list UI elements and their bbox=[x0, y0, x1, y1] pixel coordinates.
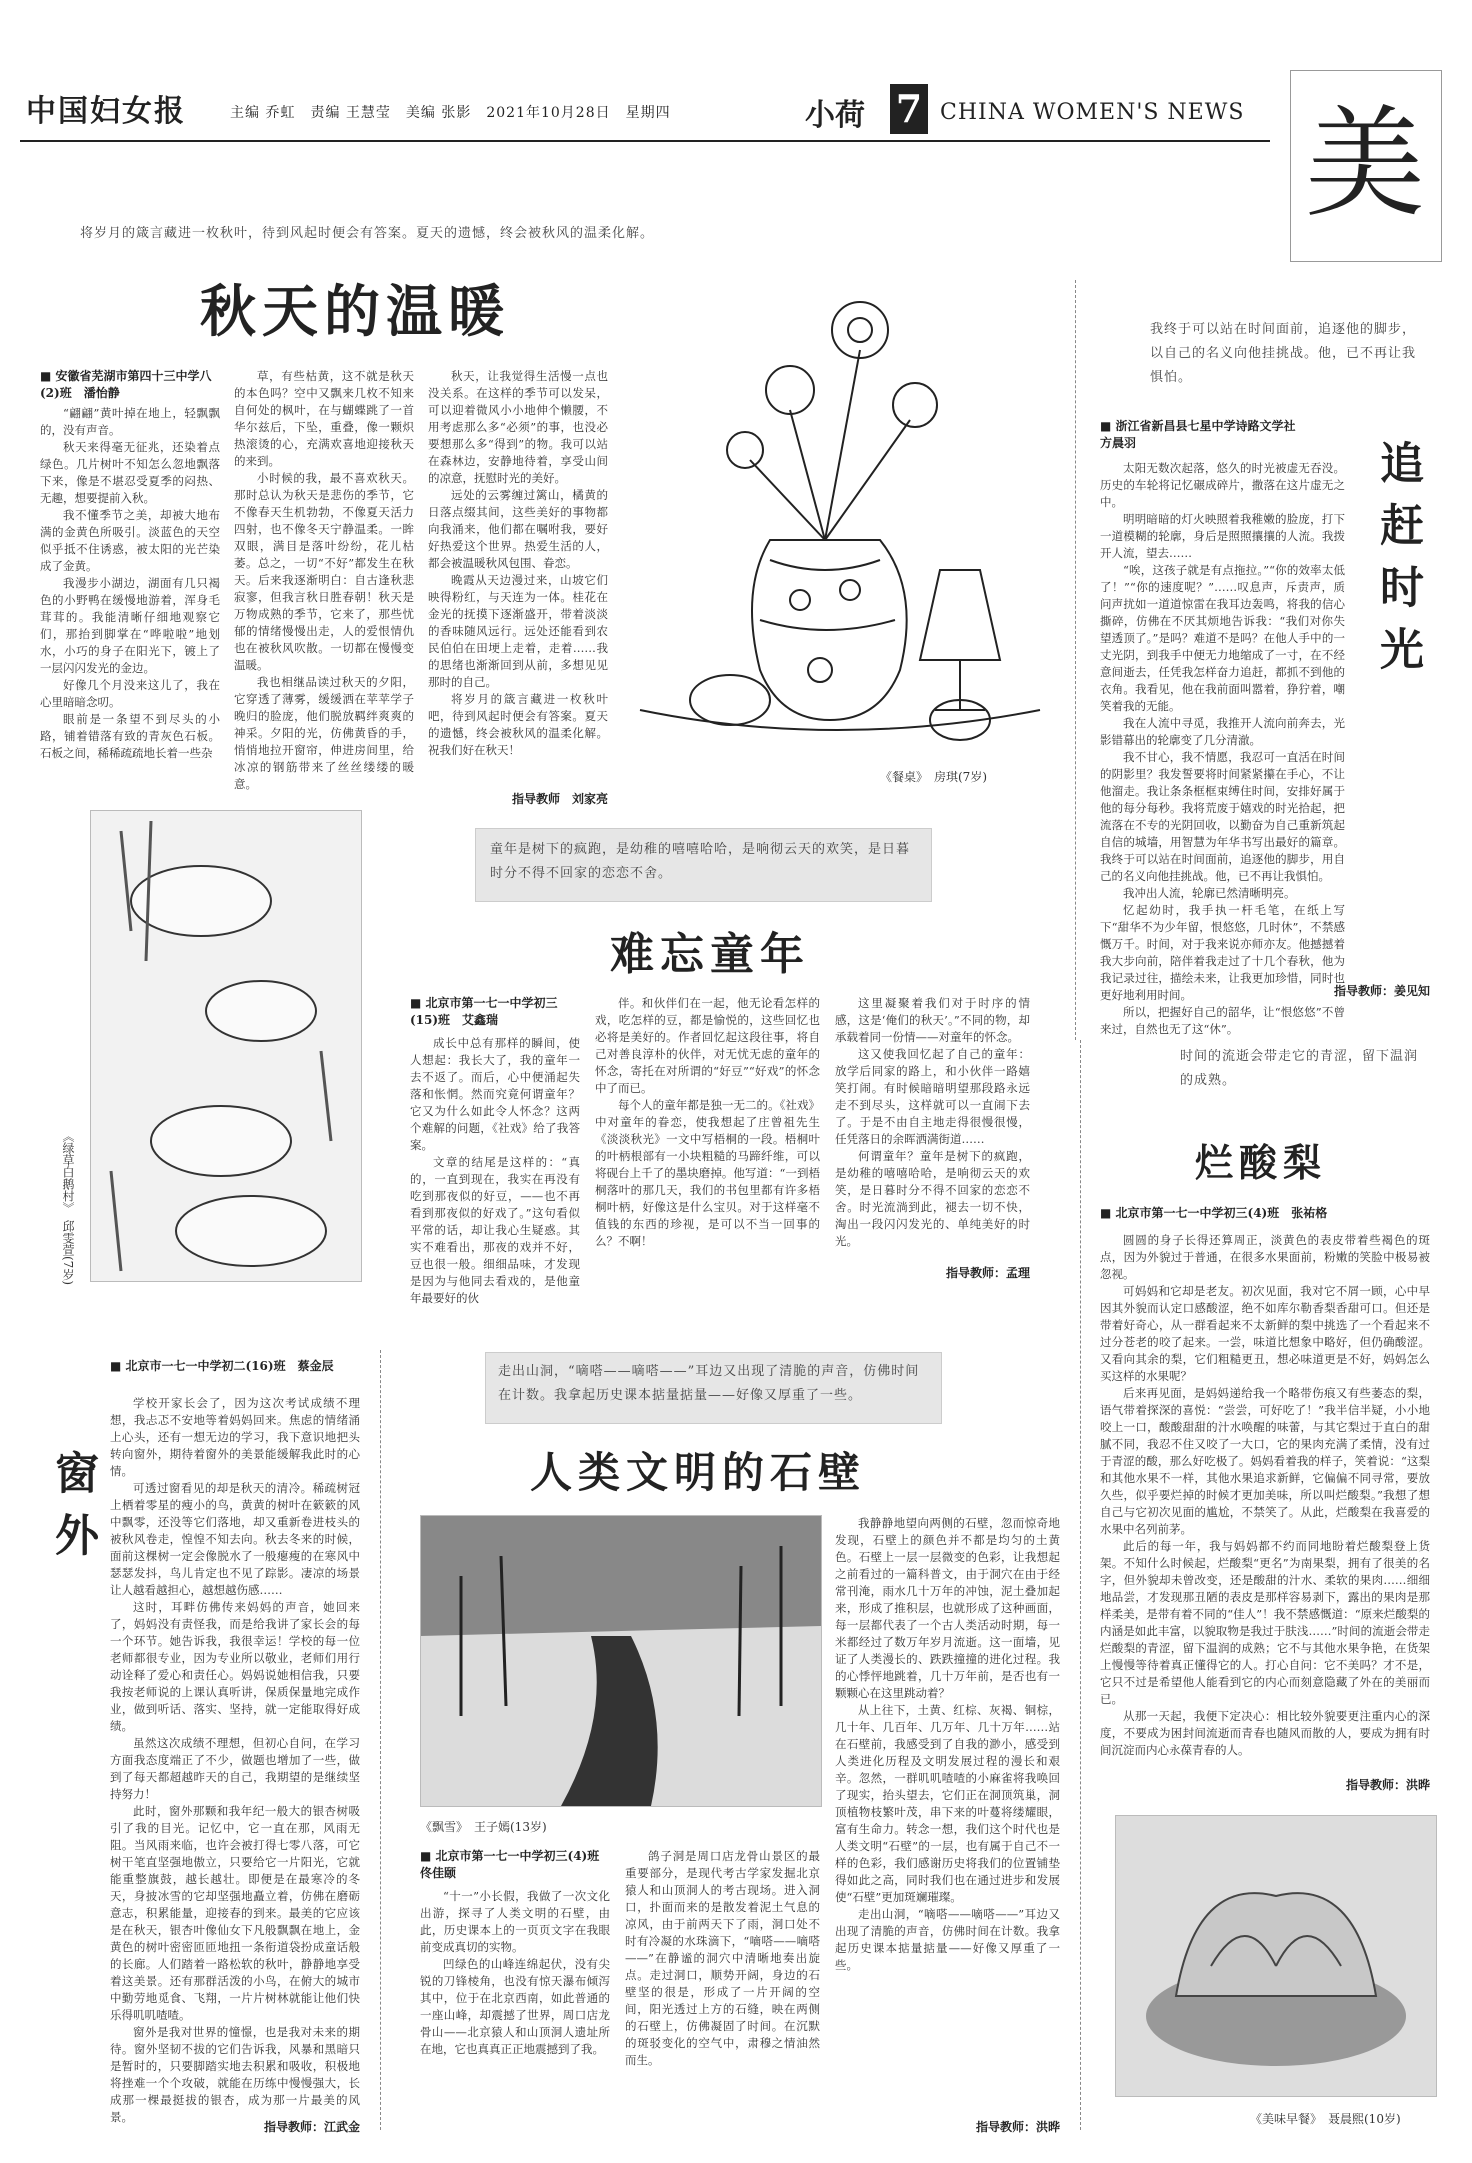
masthead-rule bbox=[20, 140, 1270, 142]
civilization-byline: ■ 北京市第一七一中学初三(4)班 佟佳颐 bbox=[420, 1848, 610, 1882]
childhood-lead: 童年是树下的疯跑，是幼稚的嘻嘻哈哈，是响彻云天的欢笑，是日暮时分不得不回家的恋恋不舍。 bbox=[490, 842, 911, 881]
autumn-byline: ■ 安徽省芜湖市第四十三中学八(2)班 潘怡静 bbox=[40, 368, 220, 402]
breakfast-caption: 《美味早餐》 聂晨熙(10岁) bbox=[1250, 2112, 1401, 2126]
autumn-column-2: 草，有些枯黄，这不就是秋天的本色吗？空中又飘来几枚不知来自何处的枫叶，在与蝴蝶跳了一首华尔兹后，下坠，重叠，像一颗炽热滚烫的心，充满欢喜地迎接秋天的来到。 小时候的我，最不喜欢秋天。那时总认为秋天是悲伤的季节，它不像春天生机勃勃，不像夏天活力四射，也不像冬天宁静温柔。一眸双眼，满目是落叶纷纷，花儿枯萎。总之，一切“不好”都发生在秋天。后来我逐渐明白：自古逢秋悲寂寥，但我言秋日胜春朝！秋天是万物成熟的季节，它来了，那些忧郁的情绪慢慢出走，人的爱恨情仇也在被秋风吹散。一切都在慢慢变温暖。 我也相继品读过秋天的夕阳，它穿透了薄雾，缓缓洒在苹苹学子晚归的脸庞，他们脱放羁绊爽爽的神采。夕阳的光，仿佛黄昏的手，悄悄地拉开窗帘，伸进房间里，给冰凉的钢筋带来了丝丝缕缕的暖意。 bbox=[234, 369, 414, 791]
window-byline: ■ 北京市一七一中学初二(16)班 蔡金辰 bbox=[110, 1358, 360, 1375]
window-title: 窗外 bbox=[47, 1450, 98, 1574]
paper-name: 中国妇女报 bbox=[26, 94, 186, 129]
childhood-title: 难忘童年 bbox=[610, 929, 810, 980]
chase-byline: ■ 浙江省新昌县七星中学诗路文学社 方晨羽 bbox=[1100, 418, 1310, 452]
pear-column: 圆圆的身子长得还算周正，淡黄色的表皮带着些褐色的斑点，因为外貌过于普通，在很多水果面前，粉嫩的笑脸中极易被忽视。 可妈妈和它却是老友。初次见面，我对它不屑一顾，心中早因其外貌而认定口感酸涩，绝不如库尔勒香梨香甜可口。但还是带着好奇心，从一群看起来不太新鲜的梨中挑选了一个看起来不过分苍老的咬了起来。一尝，味道比想象中略好，但仍确酸涩。又看向其余的梨，它们粗糙更丑，想必味道更是不好，妈妈怎么买这样的水果呢？ 后来再见面，是妈妈递给我一个略带伤痕又有些萎态的梨，语气带着探深的喜悦：“尝尝，可好吃了！”我半信半疑，小小地咬上一口，酸酸甜甜的汁水唤醒的味蕾，与其它梨过于直白的甜腻不同，我忍不住又咬了一大口，它的果肉充满了柔情，没有过于青涩的酸，那么好吃极了。妈妈看着我的样子，笑着说：“这梨和其他水果不一样，其他水果追求新鲜，它偏偏不同寻常，要放久些，似乎要烂掉的时候才更加美味，所以叫烂酸梨。”我想了想自己与它初次见面的尴尬，不禁笑了。从此，烂酸梨在我喜爱的水果中名列前茅。 此后的每一年，我与妈妈都不约而同地盼着烂酸梨登上货架。不知什么时候起，烂酸梨“更名”为南果梨，拥有了很美的名字，但外貌却未曾改变，还是酸甜的汁水、柔软的果肉……细细地品尝，才发现那丑陋的表皮是那样容易剥下，露出的果肉是那样柔美，是带有着不同的“佳人”！我不禁感慨道：“原来烂酸梨的内涵是如此丰富，以貌取物是我过于肤浅……”时间的流逝会带走烂酸梨的青涩，留下温润的成熟；它不与其他水果争艳，在货架上慢慢等待着真正懂得它的人。打心自问：它不美吗？才不是，它只不过是希望他人能看到它的内心而刻意隐藏了外在的美丽而已。 从那一天起，我便下定决心：相比较外貌要更注重内心的深度，不要成为困封间流逝而青春也随风而散的人，要成为拥有时间沉淀而内心永葆青春的人。 bbox=[1100, 1233, 1430, 1757]
editor-info: 主编 乔虹 责编 王慧莹 美编 张影 2021年10月28日 星期四 bbox=[230, 105, 671, 121]
masthead bbox=[20, 80, 1460, 142]
childhood-column-3: 这里凝聚着我们对于时序的情感，这是‘俺们的秋天’。”不同的物，却承载着同一份情——对童年的怀念。 这又使我回忆起了自己的童年：放学后同家的路上，和小伙伴一路嬉笑打闹。有时候暗暗明望那段路永远走不到尽头，这样就可以一直闹下去了。于是不由自主地走得很慢很慢，任凭落日的余晖洒满街道…… 何谓童年？童年是树下的疯跑，是幼稚的嘻嘻哈哈，是响彻云天的欢笑，是日暮时分不得不回家的恋恋不舍。时光流淌到此，褪去一切不快，淘出一段闪闪发光的、单纯美好的时光。 bbox=[835, 996, 1030, 1248]
autumn-lead: 将岁月的箴言藏进一枚秋叶，待到风起时便会有答案。夏天的遗憾，终会被秋风的温柔化解。 bbox=[80, 226, 655, 241]
english-paper-name: CHINA WOMEN'S NEWS bbox=[940, 100, 1245, 125]
goose-caption: 《绿草白鹅村》 邱雯萱(7岁) bbox=[61, 1130, 75, 1285]
column-divider-2 bbox=[380, 1350, 381, 2130]
childhood-column-1: 成长中总有那样的瞬间，使人想起：我长大了，我的童年一去不返了。而后，心中便涌起失落和怅惘。然而究竟何谓童年？它又为什么如此令人怀念？这两个难解的问题，《社戏》给了我答案。 文章的结尾是这样的：“真的，一直到现在，我实在再没有吃到那夜似的好豆，——也不再看到那夜似的好戏了。”这句看似平常的话，却让我心生疑惑。其实不难看出，那夜的戏并不好，豆也很一般。细细品味，才发现是因为与他同去看戏的，是他童年最要好的伙 bbox=[410, 1036, 580, 1305]
pear-teacher: 指导教师：洪晔 bbox=[1345, 1778, 1430, 1792]
chase-column: 太阳无数次起落，悠久的时光被虚无吞没。历史的车轮将记忆碾成碎片，撒落在这片虚无之中。 明明暗暗的灯火映照着我稚嫩的脸庞，打下一道模糊的轮廓，身后是照照攘攘的人流。我拨开人流，望去…… “唉，这孩子就是有点拖拉。”“你的效率太低了！”“你的速度呢？”……叹息声，斥责声，质问声扰如一道道惊雷在我耳边轰鸣，将我的信心撕碎，仿佛在不厌其烦地告诉我：“我们对你失望透顶了。”是吗？难道不是吗？在他人手中的一丈光阴，到我手中便无力地缩成了一寸，在不经意间逝去，任凭我怎样奋力追赶，都抓不到他的衣角。我看见，他在我前面叫嚣着，狰狞着，嘲笑着我的无能。 我在人流中寻觅，我推开人流向前奔去，光影错幕出的轮廓变了几分清澈。 我不甘心，我不情愿，我忍可一直活在时间的阴影里？我发誓要将时间紧紧攥在手心，不让他溜走。我让条条框框束缚住时间，安排好属于他的每分每秒。我将荒废于嬉戏的时光拾起，把流落在不专的光阴回收，以勤奋为自己重新筑起自信的城墙，用智慧为年华书写出最好的篇章。我终于可以站在时间面前，追逐他的脚步，用自己的名义向他挂挑战。他，已不再让我惧怕。 我冲出人流，轮廓已然清晰明亮。 忆起幼时，我手执一杆毛笔，在纸上写下“甜华不为少年留，恨悠悠，几时休”，不禁感慨万千。时间，对于我来说亦师亦友。他撼撼着我大步向前，陪伴着我走过了十几个春秋，他为我记录过往，描绘未来，让我更加珍惜，同时也更好地利用时间。 所以，把握好自己的韶华，让“恨悠悠”不曾来过，自然也无了这“休”。 bbox=[1100, 461, 1345, 1036]
civilization-column-1: “十一”小长假，我做了一次文化出游，探寻了人类文明的石壁，由此，历史课本上的一页页文字在我眼前变成真切的实物。 凹绿色的山峰连绵起伏，没有尖锐的刀锋棱角，也没有惊天瀑布倾泻其中，位于在北京西南，如此普通的一座山峰，却震撼了世界，周口店龙骨山——北京猿人和山顶洞人遗址所在地，它也真真正正地震撼到了我。 bbox=[420, 1889, 610, 2056]
snow-painting bbox=[420, 1515, 822, 1807]
pear-lead: 时间的流逝会带走它的青涩，留下温润的成熟。 bbox=[1180, 1049, 1419, 1088]
autumn-title: 秋天的温暖 bbox=[200, 279, 510, 345]
civilization-teacher: 指导教师：洪晔 bbox=[975, 2120, 1060, 2134]
autumn-teacher: 指导教师 刘家亮 bbox=[511, 792, 608, 806]
corner-character: 美 bbox=[1305, 95, 1425, 234]
chase-teacher: 指导教师：姜见知 bbox=[1333, 984, 1430, 998]
page-section-name: 小荷 bbox=[805, 98, 865, 133]
childhood-byline: ■ 北京市第一七一中学初三(15)班 艾鑫瑞 bbox=[410, 995, 580, 1029]
chase-title: 追赶时光 bbox=[1372, 440, 1423, 688]
column-divider-3 bbox=[1080, 1040, 1081, 2130]
childhood-teacher: 指导教师：孟理 bbox=[945, 1266, 1030, 1280]
pear-title: 烂酸梨 bbox=[1195, 1140, 1328, 1185]
childhood-column-2: 伴。和伙伴们在一起，他无论看怎样的戏，吃怎样的豆，都是愉悦的，这些回忆也必将是美好的。作者回忆起这段往事，将自己对善良淳朴的伙伴，对无忧无虑的童年的怀念，寄托在对所谓的“好豆”“好戏”的怀念中了而已。 每个人的童年都是独一无二的。《社戏》中对童年的眷恋，使我想起了庄曾祖先生《淡淡秋光》一文中写梧桐的一段。梧桐叶的叶柄根部有一小块粗糙的马蹄纤维，可以将砚台上千了的墨块磨掉。他写道：“一到梧桐落叶的那几天，我们的书包里都有许多梧桐叶柄，好像这是什么宝贝。对于这样毫不值钱的东西的珍视，是可以不当一回事的么？不啊！ bbox=[595, 996, 820, 1248]
dining-table-caption: 《餐桌》 房琪(7岁) bbox=[880, 770, 987, 784]
civilization-column-3: 我静静地望向两侧的石壁，忽而惊奇地发现，石壁上的颜色并不都是均匀的土黄色。石壁上一层一层微变的色彩，让我想起之前看过的一篇科普文，由于洞穴在由于经常刊淹，雨水几十万年的冲蚀，泥土叠加起来，形成了推积层，也就形成了这种画面，每一层都代表了一个古人类活动时期，每一米都经过了数万年岁月流逝。这一面墙，见证了人类漫长的、跌跌撞撞的进化过程。我的心悸怦地跳着，几十万年前，是否也有一颗颗心在这里跳动着？ 从上往下，土黄、红棕、灰褐、铜棕，几十年、几百年、几万年、几十万年……站在石壁前，我感受到了自我的渺小，感受到人类进化历程及文明发展过程的漫长和艰辛。忽然，一群叽叽喳喳的小麻雀将我唤回了现实，抬头望去，它们正在洞顶筑巢，洞顶植物枝繁叶茂，串下来的叶蔓将缕耀眼，富有生命力。转念一想，我们这个时代也是人类文明“石壁”的一层，也有属于自己不一样的色彩，我们感谢历史将我们的位置铺垫得如此之高，同时我们也在通过进步和发展使“石壁”更加斑斓璀璨。 走出山洞，“嘀嗒——嘀嗒——”耳边又出现了清脆的声音，仿佛时间在计数。我拿起历史课本掂量掂量——好像又厚重了一些。 bbox=[835, 1516, 1060, 1972]
column-divider bbox=[1075, 280, 1076, 1040]
pear-byline: ■ 北京市第一七一中学初三(4)班 张祐格 bbox=[1100, 1205, 1430, 1222]
breakfast-drawing bbox=[1115, 1815, 1437, 2097]
window-column: 学校开家长会了，因为这次考试成绩不理想，我忐忑不安地等着妈妈回来。焦虑的情绪涌上心头，还有一想无边的学习，我下意识地把头转向窗外，期待着窗外的美景能缓解我此时的心情。 可透过窗看见的却是秋天的清冷。稀疏树冠上栖着零星的瘦小的鸟，黄黄的树叶在簌簌的风中飘零，还没等它们落地，却又重新卷进枝头的被秋风卷走，惶惶不知去向。秋去冬来的时候，面前这棵树一定会像脱水了一般瘪瘦的在寒风中瑟瑟发抖，鸟儿肯定也不见了踪影。凄凉的场景让人越看越担心，越想越伤感…… 这时，耳畔仿佛传来妈妈的声音，她回来了，妈妈没有责怪我，而是给我讲了家长会的每一个环节。她告诉我，我很幸运！学校的每一位老师都很专业，因为专业所以敬业，老师们用行动诠释了爱心和责任心。妈妈说她相信我，只要我按老师说的上课认真听讲，保质保量地完成作业，做到听话、落实、坚持，就一定能取得好成绩。 虽然这次成绩不理想，但初心自问，在学习方面我态度端正了不少，做题也增加了一些，做到了每天都超越昨天的自己，我期望的是继续坚持努力！ 此时，窗外那颗和我年纪一般大的银杏树吸引了我的目光。记忆中，它一直在那，风雨无阻。当风雨来临，也许会被打得七零八落，可它树干笔直坚强地傲立，只要给它一片阳光，它就能重整旗鼓，越长越壮。即便是在最寒冷的冬天，身披冰雪的它却坚强地矗立着，仿佛在磨砺意志，积累能量，迎接春的到来。最美的它应该是在秋天，银杏叶像仙女下凡般飘飘在地上，金黄色的树叶密密匝匝地扭一条衔道袋扮成童话般的长廊。人们踏着一路松软的秋叶，静静地享受着这美景。还有那群活泼的小鸟，在俯大的城市中勤劳地觅食、飞翔，一片片树林就能让他们快乐得叽叽喳喳。 窗外是我对世界的憧憬，也是我对未来的期待。窗外坚韧不拔的它们告诉我，风暴和黑暗只是暂时的，只要脚踏实地去积累和吸收，积极地将挫难一个个攻破，就能在历练中慢慢强大，长成那一棵最挺拔的银杏，成为那一片最美的风景。 bbox=[110, 1396, 360, 2124]
autumn-column-3: 秋天，让我觉得生活慢一点也没关系。在这样的季节可以发呆，可以迎着微风小小地伸个懒腰，不用考虑那么多“必须”的事，也没必要想那么多“得到”的物。我可以站在森林边，安静地待着，享受山间的凉意，抚慰时光的美好。 远处的云雾缠过篱山，橘黄的日落点缀其间，这些美好的事物都向我涌来，他们都在嘱咐我，要好好热爱这个世界。热爱生活的人，都会被温暖秋风包围、眷恋。 晚霞从天边漫过来，山坡它们映得粉红，与天连为一体。桂花在金光的抚摸下逐渐盛开，带着淡淡的香味随风远行。远处还能看到农民伯伯在田埂上走着，走着……我的思绪也渐渐回到从前，多想见见那时的自己。 将岁月的箴言藏进一枚秋叶吧，待到风起时便会有答案。夏天的遗憾，终会被秋风的温柔化解。祝我们好在秋天！ bbox=[428, 369, 608, 757]
autumn-column-1: “翩翩”黄叶掉在地上，轻飘飘的，没有声音。 秋天来得毫无征兆，还染着点绿色。几片树叶不知怎么忽地飘落下来，像是不堪忍受夏季的闷热、无趣，想要提前入秋。 我不懂季节之美，却被大地布满的金黄色所吸引。淡蓝色的天空似乎抵不住诱惑，被太阳的光芒染成了金黄。 我漫步小湖边，湖面有几只褐色的小野鸭在缓慢地游着，浑身毛茸茸的。我能清晰仔细地观察它们，那抬到脚掌在“哗啦啦”地划水，小巧的身子在阳光下，镀上了一层闪闪发光的金边。 好像几个月没来这儿了，我在心里暗暗念叨。 眼前是一条望不到尽头的小路，铺着错落有致的青灰色石板。石板之间，稀稀疏疏地长着一些杂 bbox=[40, 406, 220, 760]
chase-lead: 我终于可以站在时间面前，追逐他的脚步，以自己的名义向他挂挑战。他，已不再让我惧怕。 bbox=[1150, 322, 1417, 385]
snow-caption: 《飘雪》 王子嫣(13岁) bbox=[420, 1820, 547, 1834]
page-number: 7 bbox=[890, 84, 928, 134]
goose-painting bbox=[90, 810, 362, 1282]
dining-table-drawing bbox=[620, 290, 1050, 760]
civilization-lead: 走出山洞，“嘀嗒——嘀嗒——”耳边又出现了清脆的声音，仿佛时间在计数。我拿起历史课本掂量掂量——好像又厚重了一些。 bbox=[498, 1364, 920, 1403]
civilization-title: 人类文明的石壁 bbox=[530, 1448, 867, 1497]
window-teacher: 指导教师：江武金 bbox=[263, 2120, 360, 2134]
civilization-column-2: 鸽子洞是周口店龙骨山景区的最重要部分，是现代考古学家发掘北京猿人和山顶洞人的考古现场。进入洞口，扑面而来的是散发着泥土气息的凉风，由于前两天下了雨，洞口处不时有冷凝的水珠滴下，“嘀嗒——嘀嗒——”在静谧的洞穴中清晰地奏出旋点。走过洞口，顺势开阔，身边的石壁坚的很是，形成了一片开阔的空间，阳光透过上方的石缝，映在两侧的石壁上，仿佛凝固了时间。在沉默的斑驳变化的空气中，肃穆之情油然而生。 bbox=[625, 1849, 820, 2067]
